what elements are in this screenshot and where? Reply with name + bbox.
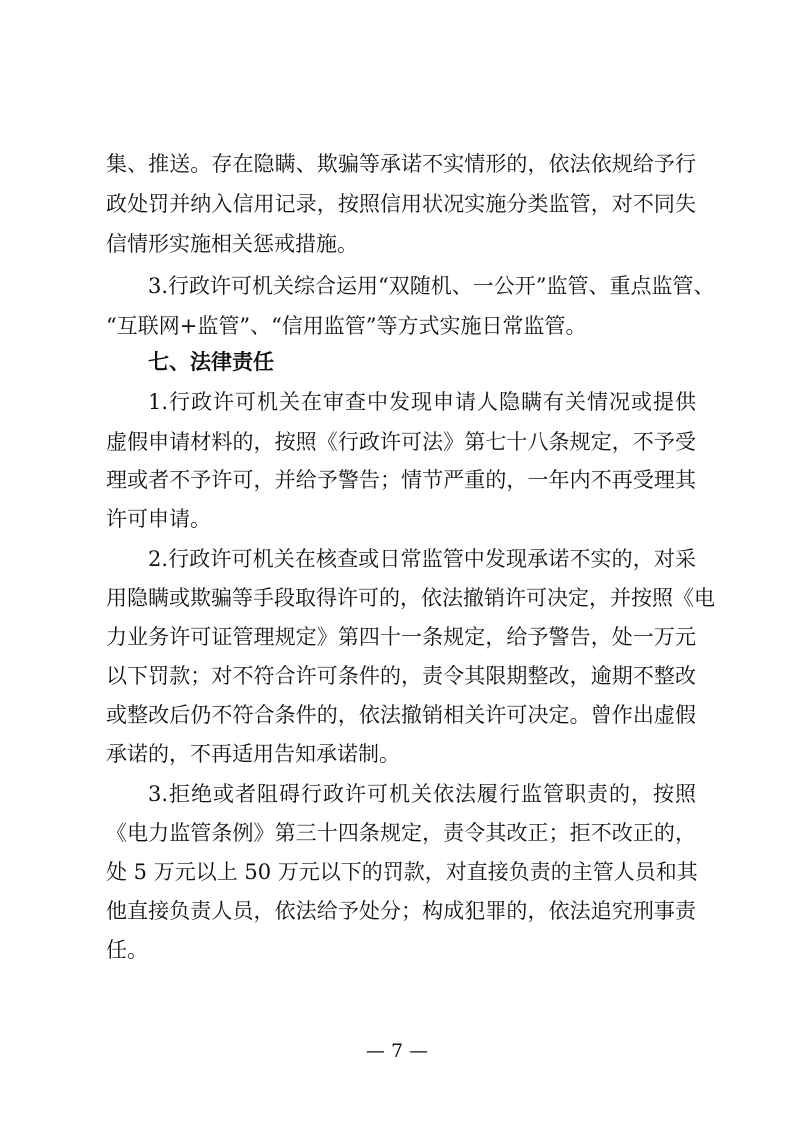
paragraph-line: 1.行政许可机关在审查中发现申请人隐瞒有关情况或提供 [148,390,696,414]
paragraph-line: 政处罚并纳入信用记录，按照信用状况实施分类监管，对不同失 [106,192,696,216]
paragraph-line: 或整改后仍不符合条件的，依法撤销相关许可决定。曾作出虚假 [106,703,696,727]
paragraph-line: 理或者不予许可，并给予警告；情节严重的，一年内不再受理其 [106,468,696,492]
paragraph-line: 3.行政许可机关综合运用“双随机、一公开”监管、重点监管、 [148,274,715,298]
paragraph-line: 力业务许可证管理规定》第四十一条规定，给予警告，处一万元 [106,625,696,649]
paragraph-line: “互联网+监管”、“信用监管”等方式实施日常监管。 [106,314,587,338]
page-number: — 7 — [365,1040,429,1062]
paragraph-line: 信情形实施相关惩戒措施。 [106,232,358,256]
paragraph-line: 虚假申请材料的，按照《行政许可法》第七十八条规定，不予受 [106,430,696,454]
paragraph-line: 以下罚款；对不符合许可条件的，责令其限期整改，逾期不整改 [106,664,696,688]
paragraph-line: 许可申请。 [106,507,211,531]
paragraph-line: 他直接负责人员，依法给予处分；构成犯罪的，依法追究刑事责 [106,899,696,923]
paragraph-line: 《电力监管条例》第三十四条规定，责令其改正；拒不改正的， [106,821,696,845]
paragraph-line: 任。 [106,938,148,962]
paragraph-line: 处 5 万元以上 50 万元以下的罚款，对直接负责的主管人员和其 [106,860,698,884]
section-heading: 七、法律责任 [148,350,274,374]
paragraph-line: 用隐瞒或欺骗等手段取得许可的，依法撤销许可决定，并按照《电 [106,586,715,610]
paragraph-line: 承诺的，不再适用告知承诺制。 [106,742,400,766]
paragraph-line: 3.拒绝或者阻碍行政许可机关依法履行监管职责的，按照 [148,782,696,806]
paragraph-line: 2.行政许可机关在核查或日常监管中发现承诺不实的，对采 [148,547,696,571]
paragraph-line: 集、推送。存在隐瞒、欺骗等承诺不实情形的，依法依规给予行 [106,152,696,176]
